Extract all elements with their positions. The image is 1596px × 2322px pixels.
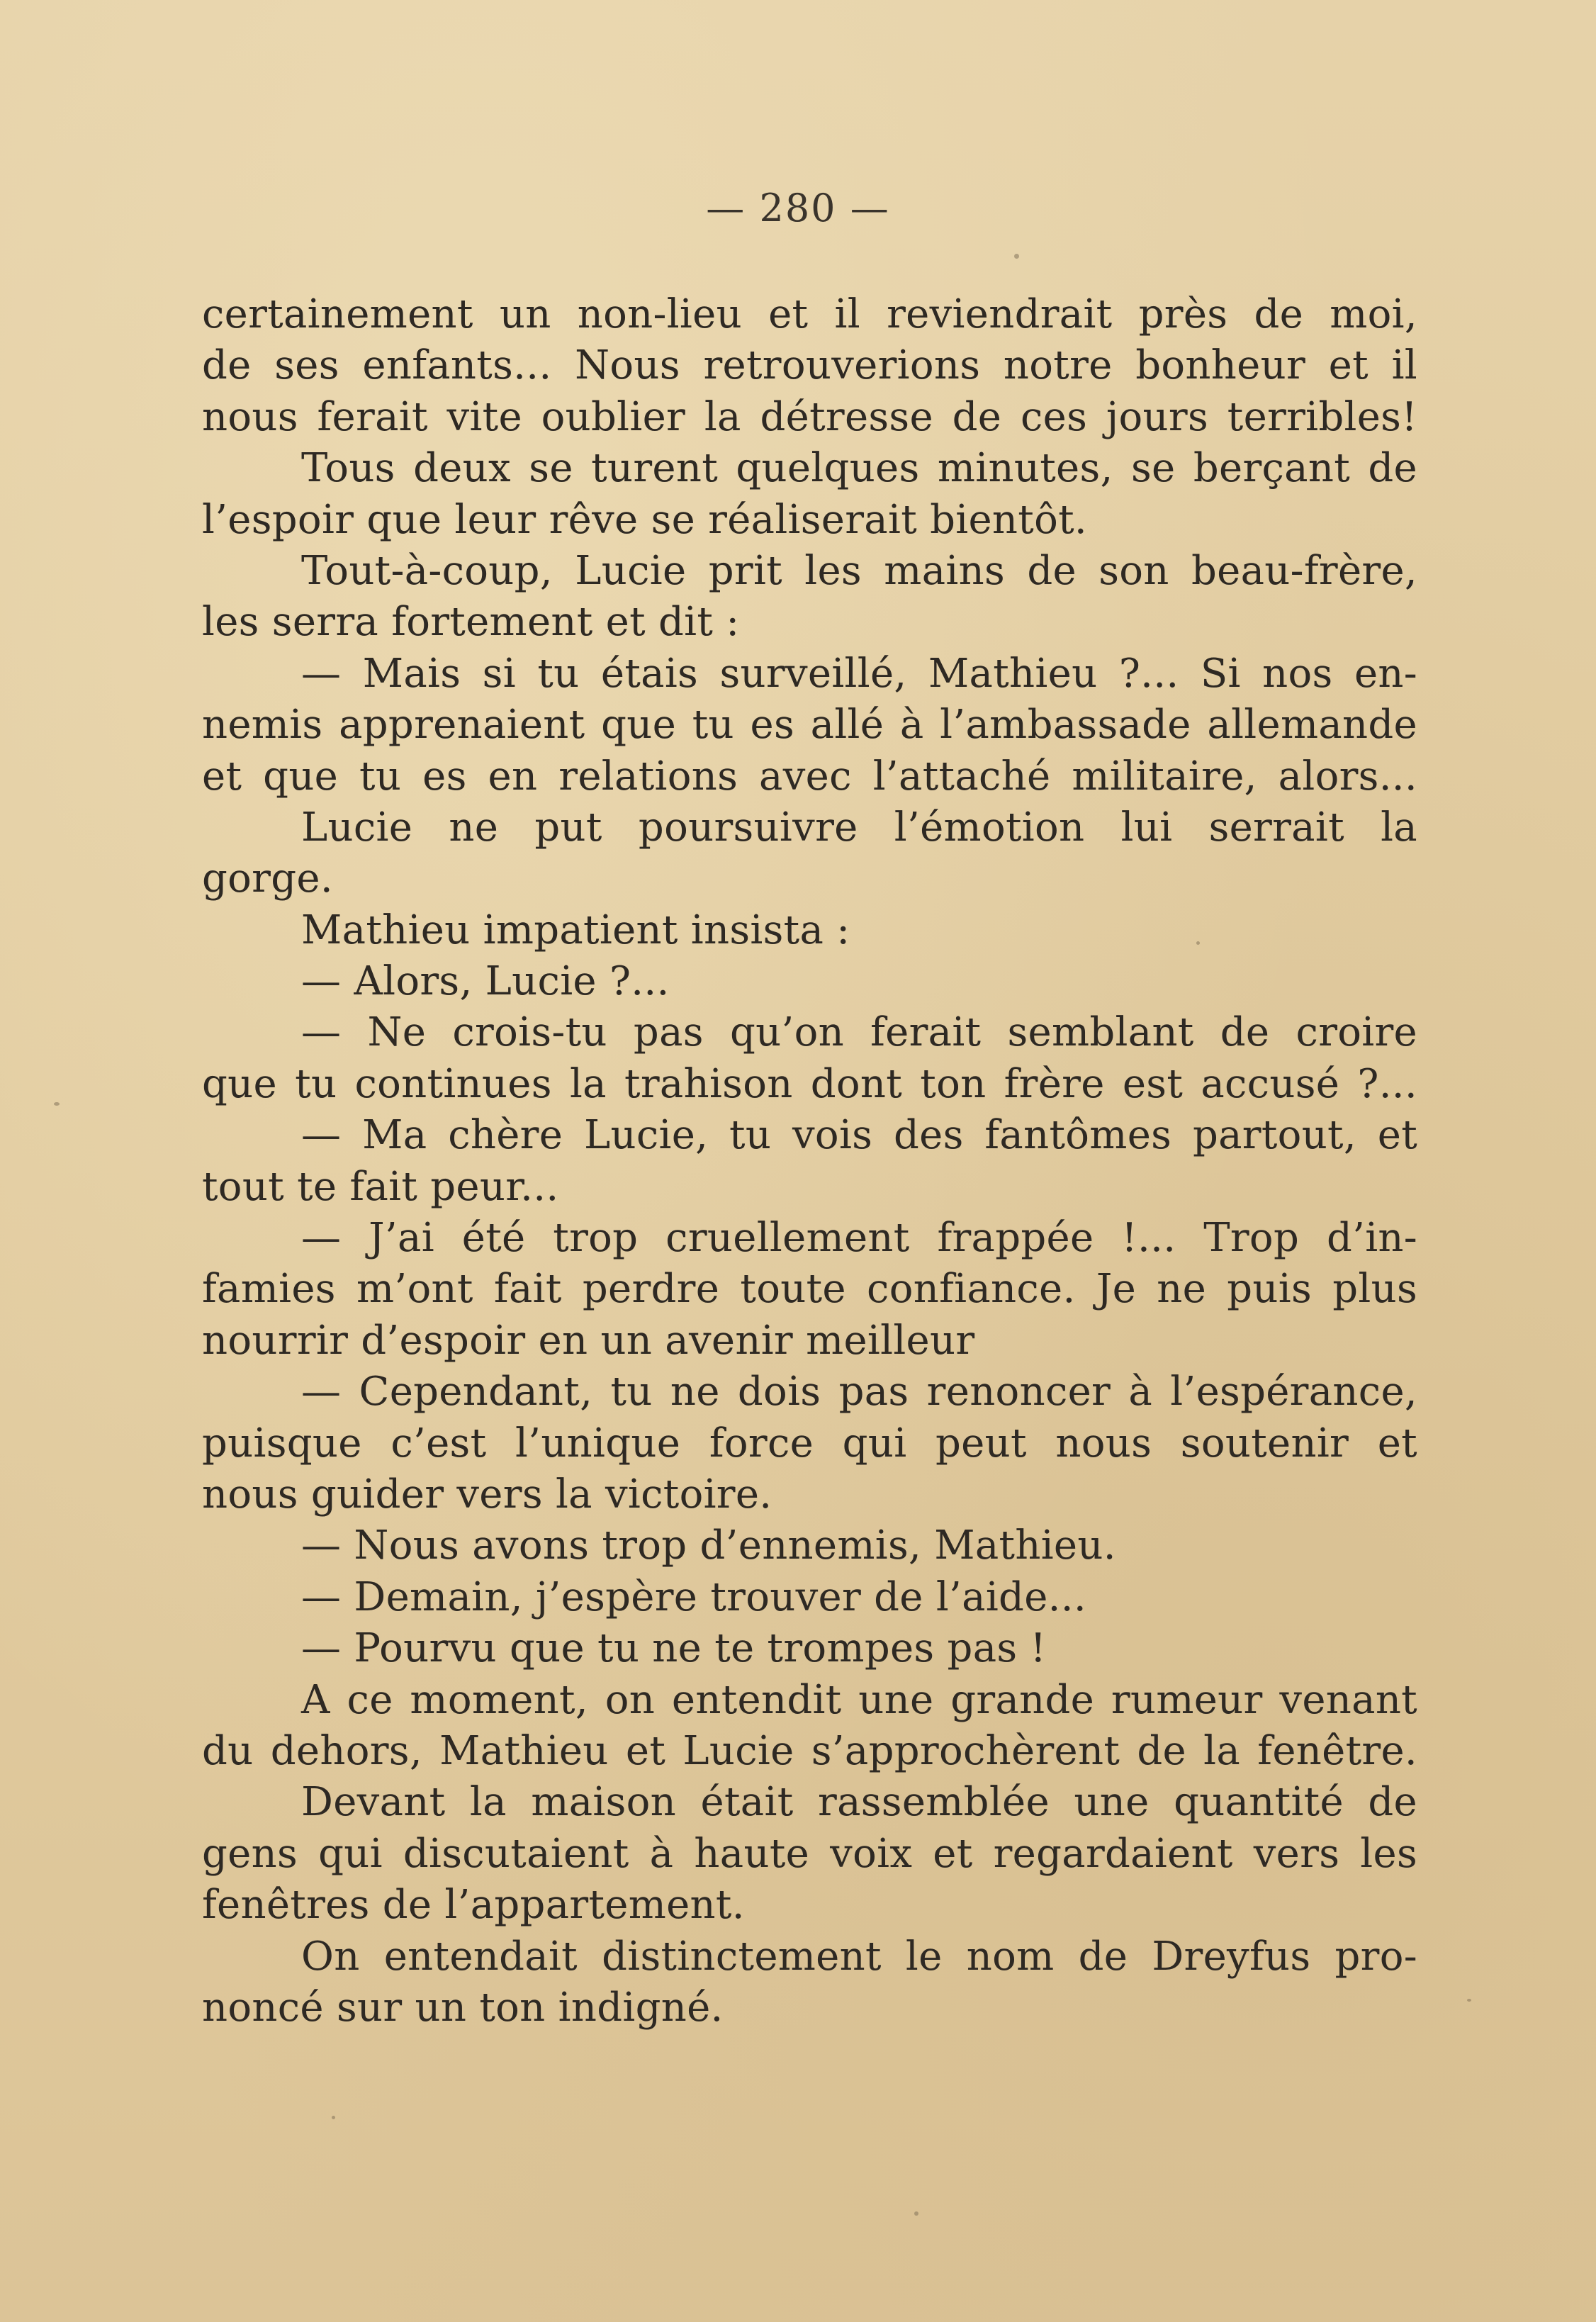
- text-line: nous ferait vite oublier la détresse de ces jours terribles!: [202, 393, 1417, 440]
- text-line: Mathieu impatient insista :: [301, 907, 850, 953]
- text-line: Tout-à-coup, Lucie prit les mains de son beau-frère,: [301, 547, 1417, 594]
- paper-speck: [1014, 254, 1019, 259]
- page-number: — 280 —: [706, 186, 890, 230]
- text-line: famies m’ont fait perdre toute confiance. Je ne puis plus: [202, 1266, 1417, 1313]
- text-line: les serra fortement et dit :: [202, 599, 740, 646]
- text-line: gorge.: [202, 856, 333, 902]
- paper-speck: [332, 2116, 335, 2119]
- text-line: nemis apprenaient que tu es allé à l’ambassade allemande: [202, 702, 1417, 748]
- text-line: du dehors, Mathieu et Lucie s’approchèrent de la fenêtre.: [202, 1727, 1417, 1774]
- text-line: — Pourvu que tu ne te trompes pas !: [301, 1625, 1047, 1672]
- text-line: — Ma chère Lucie, tu vois des fantômes partout, et: [301, 1112, 1417, 1159]
- text-line: — Cependant, tu ne dois pas renoncer à l’espérance,: [301, 1369, 1417, 1415]
- text-line: tout te fait peur...: [202, 1163, 559, 1210]
- text-line: gens qui discutaient à haute voix et regardaient vers les: [202, 1830, 1417, 1877]
- text-line: — Mais si tu étais surveillé, Mathieu ?... Si nos en-: [301, 650, 1417, 697]
- text-line: puisque c’est l’unique force qui peut nous soutenir et: [202, 1420, 1417, 1466]
- paper-speck: [54, 1102, 60, 1106]
- paper-speck: [1196, 941, 1200, 945]
- text-line: et que tu es en relations avec l’attaché militaire, alors...: [202, 753, 1417, 800]
- text-line: — Alors, Lucie ?...: [301, 958, 670, 1005]
- text-line: l’espoir que leur rêve se réaliserait bientôt.: [202, 496, 1087, 543]
- text-line: fenêtres de l’appartement.: [202, 1882, 745, 1929]
- text-line: — Ne crois-tu pas qu’on ferait semblant de croire: [301, 1009, 1417, 1056]
- text-line: On entendait distinctement le nom de Dreyfus pro-: [301, 1933, 1417, 1980]
- text-line: — Demain, j’espère trouver de l’aide...: [301, 1574, 1086, 1620]
- text-line: nourrir d’espoir en un avenir meilleur: [202, 1317, 975, 1364]
- paper-speck: [914, 2211, 918, 2216]
- text-line: A ce moment, on entendit une grande rumeur venant: [301, 1676, 1417, 1723]
- text-line: certainement un non-lieu et il reviendrait près de moi,: [202, 291, 1417, 337]
- text-line: — Nous avons trop d’ennemis, Mathieu.: [301, 1522, 1116, 1569]
- text-line: de ses enfants... Nous retrouverions notre bonheur et il: [202, 342, 1417, 389]
- text-line: noncé sur un ton indigné.: [202, 1984, 724, 2031]
- paper-speck: [1467, 1999, 1471, 2002]
- text-line: — J’ai été trop cruellement frappée !... Trop d’in-: [301, 1215, 1417, 1262]
- text-line: Tous deux se turent quelques minutes, se berçant de: [301, 445, 1417, 492]
- text-line: nous guider vers la victoire.: [202, 1471, 772, 1518]
- body-text: [202, 289, 1417, 2034]
- text-line: Devant la maison était rassemblée une quantité de: [301, 1779, 1417, 1826]
- text-line: que tu continues la trahison dont ton frère est accusé ?...: [202, 1060, 1417, 1107]
- text-line: Lucie ne put poursuivre l’émotion lui serrait la: [301, 804, 1417, 851]
